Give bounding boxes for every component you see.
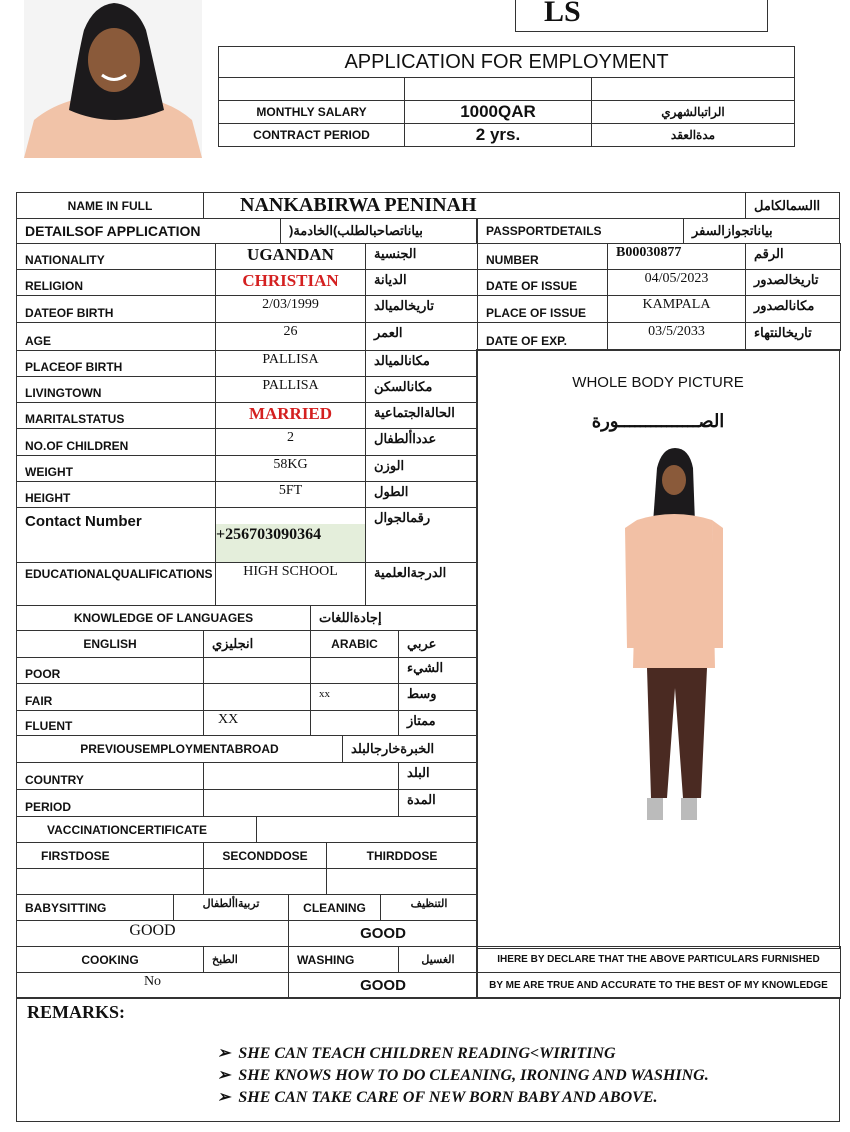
empty-cell — [591, 77, 795, 101]
detail-value: 5FT — [215, 481, 366, 508]
passport-value: B00030877 — [607, 243, 746, 270]
detail-value: UGANDAN — [215, 243, 366, 270]
remark-item: ➢ SHE KNOWS HOW TO DO CLEANING, IRONING AND WASHING. — [217, 1067, 709, 1084]
country-label-ar: البلد — [398, 762, 478, 790]
english-header: ENGLISH — [16, 630, 204, 658]
detail-value: 26 — [215, 322, 366, 351]
passport-label-ar: تاريخالنتهاء — [745, 322, 841, 351]
name-value: NANKABIRWA PENINAH — [203, 192, 746, 219]
vaccination-value — [256, 816, 478, 843]
detail-label-ar: الطول — [365, 481, 478, 508]
passport-label: PLACE OF ISSUE — [477, 295, 608, 323]
passport-label-ar: تاريخالصدور — [745, 269, 841, 296]
language-level-label-ar: ممتاز — [398, 710, 478, 736]
arabic-level-value — [310, 657, 399, 684]
detail-label-ar: عدداألطفال — [365, 428, 478, 456]
code-text: LS — [544, 0, 581, 28]
detail-label: PLACEOF BIRTH — [16, 350, 216, 377]
detail-value: 2 — [215, 428, 366, 456]
country-label: COUNTRY — [16, 762, 204, 790]
full-body-photo — [617, 448, 737, 848]
detail-label: NO.OF CHILDREN — [16, 428, 216, 456]
empty-cell — [218, 77, 405, 101]
cleaning-label: CLEANING — [288, 894, 381, 921]
applicant-portrait-photo — [24, 0, 202, 158]
detail-label: LIVINGTOWN — [16, 376, 216, 403]
remark-item: ➢ SHE CAN TAKE CARE OF NEW BORN BABY AND ABOVE. — [217, 1089, 658, 1106]
cooking-value: No — [16, 972, 289, 999]
passport-label: DATE OF ISSUE — [477, 269, 608, 296]
remark-item: ➢ SHE CAN TEACH CHILDREN READING<WIRITING — [217, 1045, 616, 1062]
washing-label: WASHING — [288, 946, 399, 973]
language-level-label: POOR — [16, 657, 204, 684]
previous-employment-label-ar: الخبرةخارجالبلد — [342, 735, 478, 763]
whole-body-picture-area — [476, 349, 840, 949]
arabic-header-ar: عربي — [398, 630, 478, 658]
washing-label-ar: الغسيل — [398, 946, 478, 973]
third-dose-value — [326, 868, 478, 895]
contract-label-ar: مدةالعقد — [591, 123, 795, 147]
cleaning-label-ar: التنظيف — [380, 894, 478, 921]
english-level-value — [203, 657, 311, 684]
passport-label-ar: الرقم — [745, 243, 841, 270]
detail-label-ar: تاريخالميالد — [365, 295, 478, 323]
detail-label: Contact Number — [16, 507, 216, 563]
previous-employment-label: PREVIOUSEMPLOYMENTABROAD — [16, 735, 343, 763]
detail-value: MARRIED — [215, 402, 366, 429]
details-label-ar: بياناتصاحبالطلب)الخادمة( — [280, 218, 477, 244]
first-dose-value — [16, 868, 204, 895]
passport-label: NUMBER — [477, 243, 608, 270]
period-value — [203, 789, 399, 817]
salary-value: 1000QAR — [404, 100, 592, 124]
picture-title: WHOLE BODY PICTURE — [572, 374, 744, 391]
detail-label-ar: رقمالجوال — [365, 507, 478, 563]
arabic-header: ARABIC — [310, 630, 399, 658]
detail-value: PALLISA — [215, 376, 366, 403]
babysitting-label-ar: تربيةاألطفال — [173, 894, 289, 921]
remarks-label: REMARKS: — [27, 1002, 125, 1022]
detail-label: DATEOF BIRTH — [16, 295, 216, 323]
english-header-ar: انجليزي — [203, 630, 311, 658]
period-label: PERIOD — [16, 789, 204, 817]
name-label-ar: االسمالكامل — [745, 192, 840, 219]
second-dose-label: SECONDDOSE — [203, 842, 327, 869]
english-level-value — [203, 683, 311, 711]
second-dose-value — [203, 868, 327, 895]
vaccination-label: VACCINATIONCERTIFICATE — [16, 816, 257, 843]
passport-label-ar: بياناتجوازالسفر — [683, 218, 840, 244]
detail-label: EDUCATIONALQUALIFICATIONS — [16, 562, 216, 606]
contract-value: 2 yrs. — [404, 123, 592, 147]
passport-label-ar: مكانالصدور — [745, 295, 841, 323]
empty-cell — [404, 77, 592, 101]
detail-label-ar: العمر — [365, 322, 478, 351]
detail-label-ar: مكانالسكن — [365, 376, 478, 403]
period-label-ar: المدة — [398, 789, 478, 817]
remarks-section — [16, 997, 840, 1122]
cooking-label-ar: الطبخ — [203, 946, 289, 973]
language-level-label: FLUENT — [16, 710, 204, 736]
detail-label-ar: الدرجةالعلمية — [365, 562, 478, 606]
language-level-label-ar: وسط — [398, 683, 478, 711]
language-level-label: FAIR — [16, 683, 204, 711]
language-level-label-ar: الشيء — [398, 657, 478, 684]
salary-label-ar: الراتبالشهري — [591, 100, 795, 124]
detail-label-ar: الوزن — [365, 455, 478, 482]
country-value — [203, 762, 399, 790]
detail-label: MARITALSTATUS — [16, 402, 216, 429]
cleaning-value: GOOD — [288, 920, 478, 947]
detail-label-ar: الديانة — [365, 269, 478, 296]
passport-value: 03/5/2033 — [607, 322, 746, 351]
detail-value: PALLISA — [215, 350, 366, 377]
detail-label-ar: الحالةالجتماعية — [365, 402, 478, 429]
detail-value: +256703090364 — [215, 507, 366, 563]
contract-label: CONTRACT PERIOD — [218, 123, 405, 147]
washing-value: GOOD — [288, 972, 478, 999]
detail-label: RELIGION — [16, 269, 216, 296]
detail-label: NATIONALITY — [16, 243, 216, 270]
detail-value: CHRISTIAN — [215, 269, 366, 296]
detail-label-ar: مكانالميالد — [365, 350, 478, 377]
form-title: APPLICATION FOR EMPLOYMENT — [218, 46, 795, 78]
passport-value: 04/05/2023 — [607, 269, 746, 296]
passport-value: KAMPALA — [607, 295, 746, 323]
detail-label: HEIGHT — [16, 481, 216, 508]
babysitting-label: BABYSITTING — [16, 894, 174, 921]
first-dose-label: FIRSTDOSE — [16, 842, 204, 869]
third-dose-label: THIRDDOSE — [326, 842, 478, 869]
salary-label: MONTHLY SALARY — [218, 100, 405, 124]
code-box — [515, 0, 768, 32]
picture-title-ar: الصـــــــــــــــورة — [591, 411, 725, 431]
detail-value: HIGH SCHOOL — [215, 562, 366, 606]
name-label: NAME IN FULL — [16, 192, 204, 219]
english-level-value: XX — [203, 710, 311, 736]
passport-label: PASSPORTDETAILS — [477, 218, 684, 244]
cooking-label: COOKING — [16, 946, 204, 973]
declaration-line-1: IHERE BY DECLARE THAT THE ABOVE PARTICULARS FURNISHED — [476, 946, 841, 973]
languages-label: KNOWLEDGE OF LANGUAGES — [16, 605, 311, 631]
arabic-level-value — [310, 710, 399, 736]
languages-label-ar: إجادةاللغات — [310, 605, 478, 631]
detail-label-ar: الجنسية — [365, 243, 478, 270]
detail-label: AGE — [16, 322, 216, 351]
details-label: DETAILSOF APPLICATION — [16, 218, 281, 244]
detail-label: WEIGHT — [16, 455, 216, 482]
declaration-line-2: BY ME ARE TRUE AND ACCURATE TO THE BEST OF MY KNOWLEDGE — [476, 972, 841, 999]
detail-value: 58KG — [215, 455, 366, 482]
arabic-level-value: xx — [310, 683, 399, 711]
detail-value: 2/03/1999 — [215, 295, 366, 323]
babysitting-value: GOOD — [16, 920, 289, 947]
passport-label: DATE OF EXP. — [477, 322, 608, 351]
